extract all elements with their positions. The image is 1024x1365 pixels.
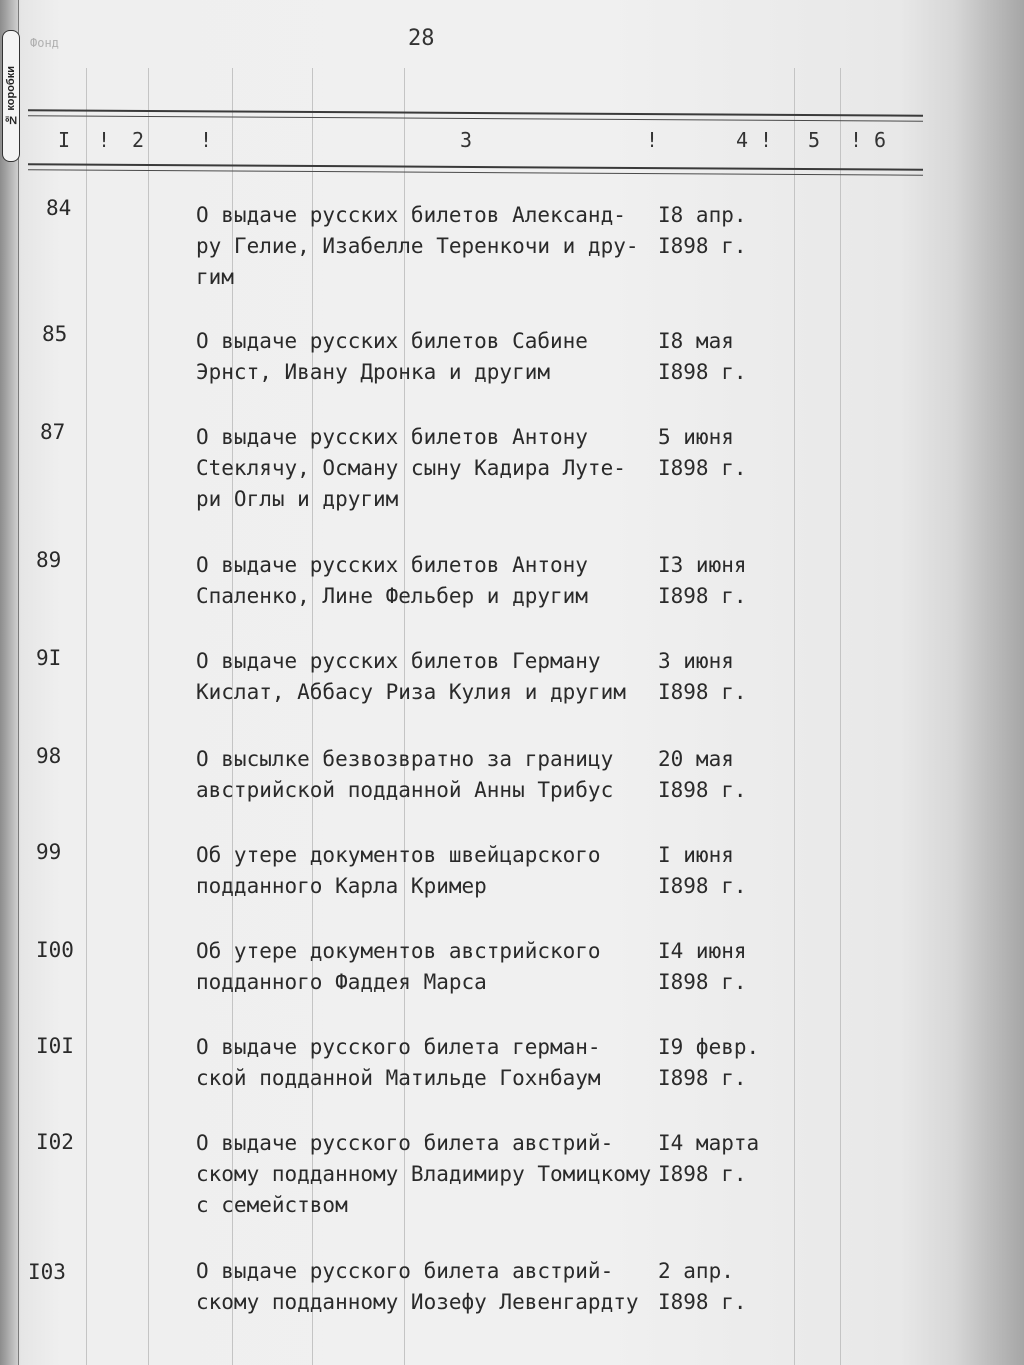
column-rule — [86, 68, 87, 1365]
entry-date: I4 марта I898 г. — [658, 1131, 760, 1186]
entry-number: 98 — [36, 744, 62, 768]
column-header-2: 2 — [132, 128, 145, 152]
header-rule-top-inner — [28, 115, 923, 121]
box-label-text: № коробки — [5, 66, 17, 126]
entry-number: 9I — [36, 646, 62, 670]
column-header-separator: ! — [200, 128, 213, 152]
entry-date: I9 февр. I898 г. — [658, 1035, 760, 1090]
column-header-3: 3 — [460, 128, 473, 152]
entry-date: I июня I898 г. — [658, 843, 747, 898]
entry-description: О выдаче русского билета герман- ской подданной Матильде Гохнбаум — [196, 1035, 601, 1090]
entry-date: 3 июня I898 г. — [658, 649, 747, 704]
entry-date: I8 мая I898 г. — [658, 329, 747, 384]
box-label-tag — [2, 30, 20, 162]
entry-number: 87 — [40, 420, 66, 444]
entry-number: 85 — [42, 322, 68, 346]
page-number: 28 — [408, 26, 435, 51]
entry-date: 2 апр. I898 г. — [658, 1259, 747, 1314]
entry-description: О выдаче русских билетов Антону Спаленко, Лине Фельбер и другим — [196, 553, 588, 608]
entry-description: Об утере документов швейцарского подданного Карла Кример — [196, 843, 601, 898]
entry-description: О выдаче русских билетов Герману Кислат, Аббасу Риза Кулия и другим — [196, 649, 626, 704]
column-header-1: I — [58, 128, 71, 152]
corner-mark: Фонд — [30, 36, 59, 50]
column-rule — [148, 68, 149, 1365]
column-header-separator: ! — [98, 128, 111, 152]
entry-date: I3 июня I898 г. — [658, 553, 747, 608]
entry-number: I00 — [36, 938, 74, 962]
entry-date: 5 июня I898 г. — [658, 425, 747, 480]
entry-description: О выдаче русских билетов Александ- ру Гелие, Изабелле Теренкочи и дру- гим — [196, 203, 639, 289]
entry-description: О выдаче русских билетов Антону Сteклячу, Осману сыну Кадира Лутe- ри Оглы и другим — [196, 425, 626, 511]
page-edge-shadow — [954, 0, 1024, 1365]
column-header-6: 6 — [874, 128, 887, 152]
column-header-separator: ! — [850, 128, 863, 152]
column-header-separator: ! — [760, 128, 773, 152]
entry-number: I03 — [28, 1260, 66, 1284]
column-rule — [840, 68, 841, 1365]
entry-number: 84 — [46, 196, 72, 220]
header-rule-bottom-inner — [28, 169, 923, 175]
entry-description: О выдаче русских билетов Сабине Эрнст, Ивану Дронка и другим — [196, 329, 588, 384]
entry-date: 20 мая I898 г. — [658, 747, 747, 802]
column-rule — [794, 68, 795, 1365]
column-header-separator: ! — [646, 128, 659, 152]
entry-description: Об утере документов австрийского подданного Фаддея Марса — [196, 939, 601, 994]
entry-description: О высылке безвозвратно за границу австрийской подданной Анны Трибус — [196, 747, 614, 802]
column-header-4: 4 — [736, 128, 749, 152]
entry-description: О выдаче русского билета австрий- скому подданному Иозефу Левенгардту — [196, 1259, 639, 1314]
entry-number: 99 — [36, 840, 62, 864]
entry-number: I0I — [36, 1034, 74, 1058]
entry-date: I4 июня I898 г. — [658, 939, 747, 994]
entry-number: 89 — [36, 548, 62, 572]
entry-date: I8 апр. I898 г. — [658, 203, 747, 258]
entry-description: О выдаче русского билета австрий- скому подданному Владимиру Томицкому с семейством — [196, 1131, 652, 1217]
column-header-5: 5 — [808, 128, 821, 152]
entry-number: I02 — [36, 1130, 74, 1154]
binding-strip — [0, 0, 19, 1365]
